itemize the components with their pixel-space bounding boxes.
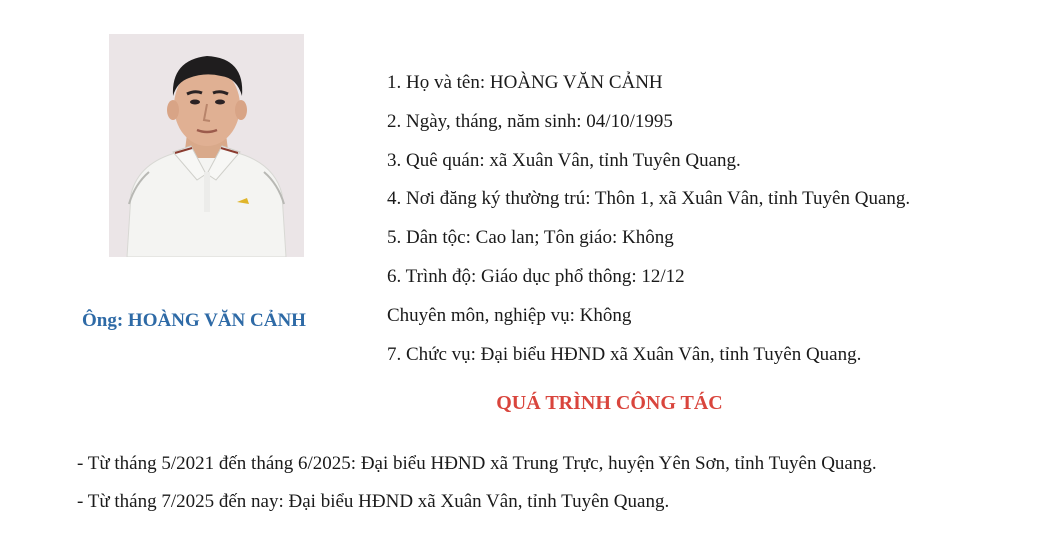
info-hometown: 3. Quê quán: xã Xuân Vân, tỉnh Tuyên Quang. (387, 149, 741, 171)
personal-info-list (387, 70, 910, 380)
work-history-item: - Từ tháng 5/2021 đến tháng 6/2025: Đại biểu HĐND xã Trung Trực, huyện Yên Sơn, tỉnh Tuyên Quang. (77, 453, 877, 474)
work-history-item: - Từ tháng 7/2025 đến nay: Đại biểu HĐND xã Xuân Vân, tỉnh Tuyên Quang. (77, 491, 670, 512)
info-residence: 4. Nơi đăng ký thường trú: Thôn 1, xã Xuân Vân, tỉnh Tuyên Quang. (387, 188, 911, 210)
work-history-title: QUÁ TRÌNH CÔNG TÁC (496, 392, 723, 414)
portrait-caption: Ông: HOÀNG VĂN CẢNH (82, 310, 306, 331)
portrait-photo (109, 34, 304, 257)
info-ethnicity-religion: 5. Dân tộc: Cao lan; Tôn giáo: Không (387, 227, 674, 249)
info-date-of-birth: 2. Ngày, tháng, năm sinh: 04/10/1995 (387, 110, 673, 132)
info-education: 6. Trình độ: Giáo dục phổ thông: 12/12 (387, 265, 685, 287)
portrait-illustration (109, 34, 304, 257)
info-full-name: 1. Họ và tên: HOÀNG VĂN CẢNH (387, 72, 663, 93)
info-position: 7. Chức vụ: Đại biểu HĐND xã Xuân Vân, tỉnh Tuyên Quang. (387, 343, 862, 365)
work-history-list (77, 451, 877, 527)
info-specialty: Chuyên môn, nghiệp vụ: Không (387, 304, 632, 326)
